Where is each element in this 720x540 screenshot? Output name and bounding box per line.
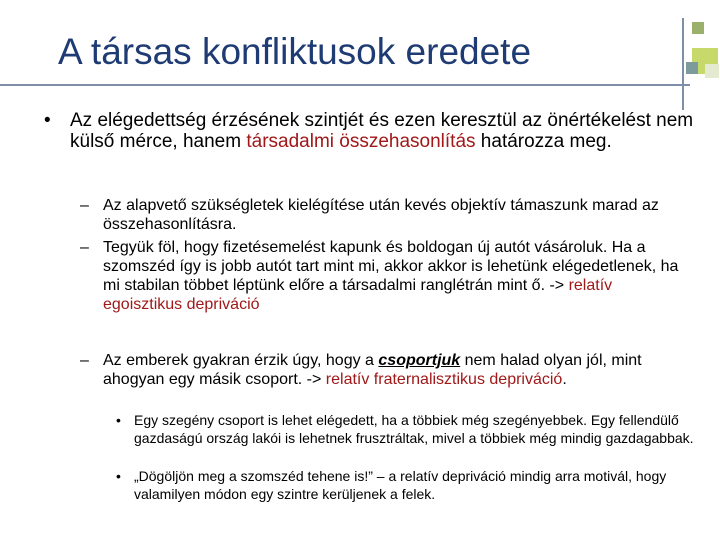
main-bullet-text-2: határozza meg. bbox=[475, 131, 612, 152]
subsub-bullet-2: „Dögöljön meg a szomszéd tehene is!” – a relatív depriváció mindig arra motivál, hogy valamilyen módon egy szintre kerüljenek a felek. bbox=[134, 468, 667, 502]
sub-bullet-2-highlight: relatív egoisztikus depriváció bbox=[103, 277, 613, 313]
sub-bullet-3-highlight: relatív fraternalisztikus depriváció bbox=[325, 371, 563, 388]
dash-marker: – bbox=[80, 197, 89, 214]
small-bullet-marker: • bbox=[116, 412, 121, 428]
title-underline bbox=[0, 84, 690, 86]
subsub-bullet-1: Egy szegény csoport is lehet elégedett, ha a többiek még szegényebbek. Egy fellendülő gazdaságú ország lakói is lehetnek frusztráltak, mivel a többiek még mindig gazdagabbak. bbox=[134, 412, 694, 446]
small-bullet-marker: • bbox=[116, 468, 121, 484]
main-bullet-text-1: Az elégedettség érzésének szintjét és ezen keresztül az önértékelést nem külső mérce, hanem bbox=[70, 110, 694, 152]
sub-bullet-3 bbox=[103, 351, 693, 389]
main-bullet-text bbox=[70, 110, 710, 152]
decor-square bbox=[705, 64, 719, 78]
decor-square bbox=[686, 62, 698, 74]
decor-square bbox=[692, 22, 704, 34]
decor-vertical-line bbox=[682, 18, 684, 110]
dash-marker: – bbox=[80, 352, 89, 369]
sub-bullet-2-text: Tegyük föl, hogy fizetésemelést kapunk és boldogan új autót vásároluk. Ha a szomszéd így is jobb autót tart mint mi, akkor akkor is lehetünk elégedetlenek, ha mi stabilan többet léptünk előre a társadalmi ranglétrán mint ő. -> bbox=[103, 239, 679, 294]
main-bullet-highlight: társadalmi összehasonlítás bbox=[246, 131, 476, 152]
dash-marker: – bbox=[80, 239, 89, 256]
slide-title: A társas konfliktusok eredete bbox=[58, 31, 532, 72]
sub-bullet-3-text-1: Az emberek gyakran érzik úgy, hogy a bbox=[103, 352, 379, 369]
sub-bullet-3-emphasis: csoportjuk bbox=[378, 352, 461, 369]
sub-bullet-2 bbox=[103, 238, 693, 314]
sub-bullet-1: Az alapvető szükségletek kielégítése után kevés objektív támaszunk marad az összehasonlításra. bbox=[103, 197, 659, 233]
sub-bullet-3-text-2: nem halad olyan jól, mint ahogyan egy másik csoport. -> bbox=[103, 352, 642, 388]
bullet-marker: • bbox=[44, 110, 51, 131]
sub-bullet-3-text-3: . bbox=[562, 371, 567, 388]
